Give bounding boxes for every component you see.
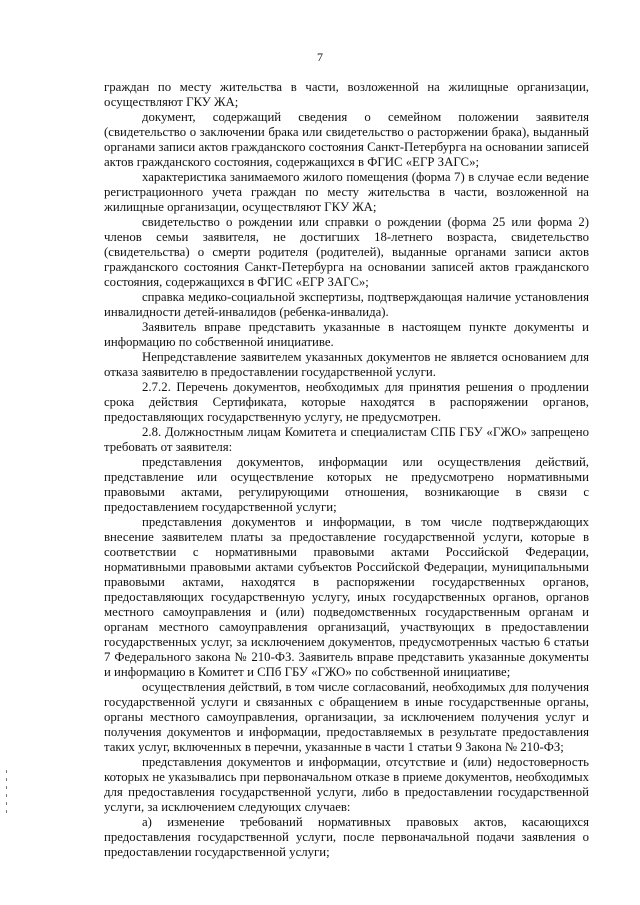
paragraph-prohibition-4: представления документов и информации, отсутствие и (или) недостоверность которых не указывались при первоначальном отказе в приеме документов, необходимых для предоставления государственной услуги, либо в предоставлении государственной услуги, за исключением следующих случаев: <box>104 755 589 814</box>
paragraph-case-a: а) изменение требований нормативных правовых актов, касающихся предоставления государственной услуги, после первоначальной подачи заявления о предоставлении государственной услуги; <box>104 815 589 859</box>
paragraph-medical-certificate: справка медико-социальной экспертизы, подтверждающая наличие установления инвалидности детей-инвалидов (ребенка-инвалида). <box>104 290 589 319</box>
paragraph-housing-characteristic: характеристика занимаемого жилого помещения (форма 7) в случае если ведение регистрационного учета граждан по месту жительства в части, возложенной на жилищные организации, осуществляют ГКУ ЖА; <box>104 170 589 214</box>
scan-margin-marks <box>6 770 8 830</box>
paragraph-2-8: 2.8. Должностным лицам Комитета и специалистам СПБ ГБУ «ГЖО» запрещено требовать от заявителя: <box>104 425 589 454</box>
paragraph-prohibition-2: представления документов и информации, в том числе подтверждающих внесение заявителем платы за предоставление государственной услуги, которые в соответствии с нормативными правовыми актами Российской Федерации, нормативными правовыми актами субъектов Российской Федерации, муниципальными правовыми актами, находятся в распоряжении государственных органов, предоставляющих государственную услугу, иных государственных органов, органов местного самоуправления и (или) подведомственных государственным органам и органам местного самоуправления организаций, участвующих в предоставлении государственных услуг, за исключением документов, предусмотренных частью 6 статьи 7 Федерального закона № 210-ФЗ. Заявитель вправе представить указанные документы и информацию в Комитет и СПб ГБУ «ГЖО» по собственной инициативе; <box>104 515 589 679</box>
paragraph-prohibition-3: осуществления действий, в том числе согласований, необходимых для получения государственной услуги и связанных с обращением в иные государственные органы, органы местного самоуправления, организации, за исключением получения услуг и получения документов и информации, предоставляемых в результате предоставления таких услуг, включенных в перечни, указанные в части 1 статьи 9 Закона № 210-ФЗ; <box>104 680 589 754</box>
paragraph-applicant-right: Заявитель вправе представить указанные в настоящем пункте документы и информацию по собственной инициативе. <box>104 320 589 349</box>
paragraph-birth-certificates: свидетельство о рождении или справки о рождении (форма 25 или форма 2) членов семьи заявителя, не достигших 18-летнего возраста, свидетельство (свидетельства) о смерти родителя (родителей), выданные органами записи актов гражданского состояния Санкт-Петербурга на основании записей актов гражданского состояния, содержащихся в ФГИС «ЕГР ЗАГС»; <box>104 215 589 289</box>
paragraph-2-7-2: 2.7.2. Перечень документов, необходимых для принятия решения о продлении срока действия Сертификата, которые находятся в распоряжении органов, предоставляющих государственную услугу, не предусмотрен. <box>104 380 589 424</box>
page-number: 7 <box>317 50 323 64</box>
document-body <box>104 80 589 860</box>
paragraph-prohibition-1: представления документов, информации или осуществления действий, представление или осуществление которых не предусмотрено нормативными правовыми актами, регулирующими отношения, возникающие в связи с предоставлением государственной услуги; <box>104 455 589 514</box>
paragraph-non-submission: Непредставление заявителем указанных документов не является основанием для отказа заявителю в предоставлении государственной услуги. <box>104 350 589 379</box>
paragraph-housing-orgs-continuation: граждан по месту жительства в части, возложенной на жилищные организации, осуществляют ГКУ ЖА; <box>104 80 589 109</box>
paragraph-marital-status-document: документ, содержащий сведения о семейном положении заявителя (свидетельство о заключении брака или свидетельство о расторжении брака), выданный органами записи актов гражданского состояния Санкт-Петербурга на основании записей актов гражданского состояния, содержащихся в ФГИС «ЕГР ЗАГС»; <box>104 110 589 169</box>
